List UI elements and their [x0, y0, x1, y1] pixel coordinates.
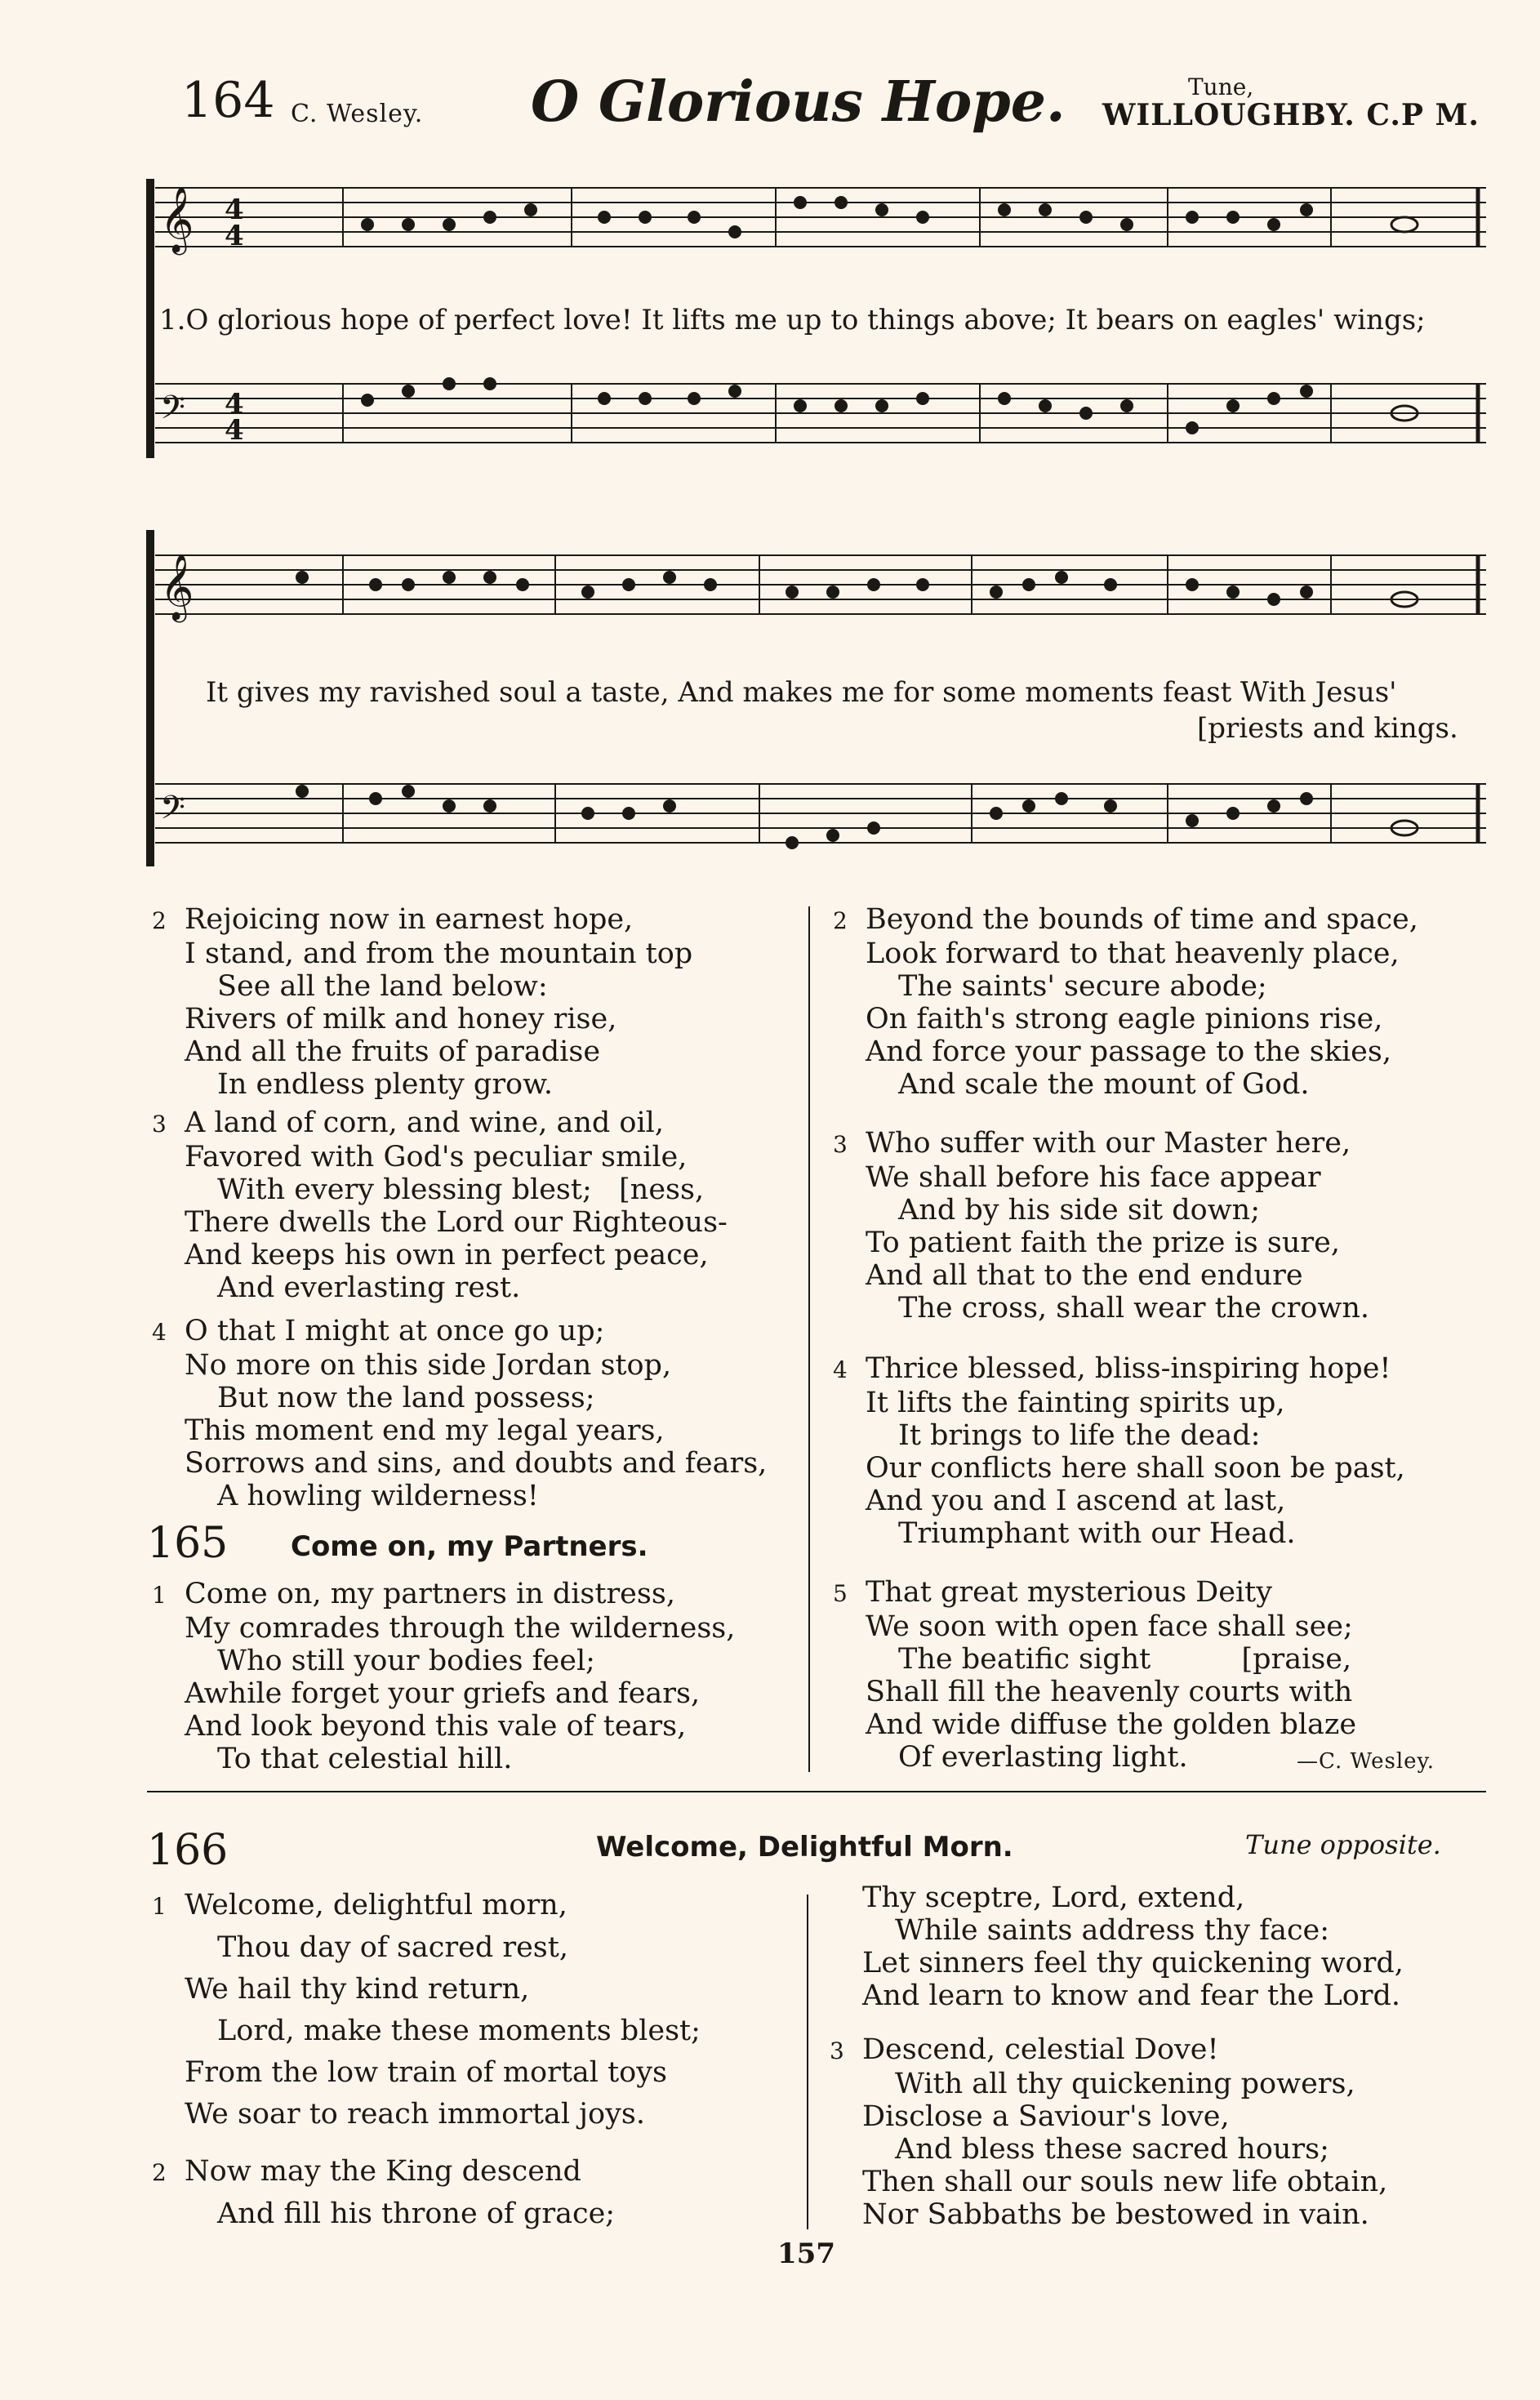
lyric-line-1: 1.O glorious hope of perfect love! It lifts me up to things above; It bears on eagles' wings;	[159, 304, 1426, 336]
stanza-165-1: 1 Come on, my partners in distress, My comrades through the wilderness, Who still your bodies feel; Awhile forget your griefs and fears, And look beyond this vale of tears, To that celestial hill.	[152, 1578, 736, 1775]
column-divider-166	[807, 1895, 808, 2229]
hymn-166-number: 166	[147, 1826, 229, 1875]
hymn-165-number: 165	[147, 1519, 229, 1568]
stanza-166-1: 1 Welcome, delightful morn, Thou day of sacred rest, We hail thy kind return, Lord, make these moments blest; From the low train of mortal toys We soar to reach immortal joys.	[152, 1889, 701, 2131]
stanza-164-4-right: 4 Thrice blessed, bliss-inspiring hope! It lifts the fainting spirits up, It brings to life the dead: Our conflicts here shall soon be past, And you and I ascend at last, Triumphant with our Head.	[833, 1352, 1405, 1550]
stanza-164-3-right: 3 Who suffer with our Master here, We shall before his face appear And by his side sit down; To patient faith the prize is sure, And all that to the end endure The cross, shall wear the crown.	[833, 1127, 1370, 1325]
stanza-164-2-right: 2 Beyond the bounds of time and space, Look forward to that heavenly place, The saints' secure abode; On faith's strong eagle pinions rise, And force your passage to the skies, And scale the mount of God.	[833, 903, 1418, 1101]
stanza-164-2-left: 2 Rejoicing now in earnest hope, I stand, and from the mountain top See all the land below: Rivers of milk and honey rise, And all the fruits of paradise In endless plenty grow.	[152, 903, 693, 1101]
svg-text:4: 4	[225, 388, 244, 421]
svg-text:𝄞: 𝄞	[160, 553, 194, 620]
lyric-line-2-end: [priests and kings.	[1197, 712, 1458, 745]
svg-text:4: 4	[225, 414, 244, 447]
lyric-line-2: It gives my ravished soul a taste, And makes me for some moments feast With Jesus'	[206, 676, 1397, 709]
stanza-166-2-cont: Thy sceptre, Lord, extend, While saints address thy face: Let sinners feel thy quickening word, And learn to know and fear the Lord.	[862, 1881, 1404, 2012]
page-number: 157	[777, 2237, 835, 2270]
stanza-166-2: 2 Now may the King descend And fill his throne of grace;	[152, 2155, 616, 2230]
stanza-164-5-right: 5 That great mysterious Deity We soon with open face shall see; The beatific sight [praise, Shall fill the heavenly courts with And wide diffuse the golden blaze Of everlasting light.	[833, 1576, 1357, 1774]
svg-text:𝄢: 𝄢	[160, 789, 185, 835]
hymn-166-title: Welcome, Delightful Morn.	[596, 1831, 1013, 1863]
svg-text:4: 4	[225, 220, 244, 252]
hymn-165-title: Come on, my Partners.	[291, 1530, 648, 1563]
hymn-166-tune: Tune opposite.	[1245, 1829, 1441, 1860]
hymn-164-credit: —C. Wesley.	[1297, 1749, 1435, 1774]
stanza-166-3: 3 Descend, celestial Dove! With all thy quickening powers, Disclose a Saviour's love, And bless these sacred hours; Then shall our souls new life obtain, Nor Sabbaths be bestowed in vain.	[830, 2033, 1388, 2231]
hymn-author: C. Wesley.	[291, 100, 424, 128]
svg-text:𝄢: 𝄢	[160, 389, 185, 434]
tune-label: Tune,	[1188, 73, 1254, 100]
column-divider	[808, 906, 810, 1772]
svg-text:𝄞: 𝄞	[160, 185, 194, 252]
svg-text:4: 4	[225, 194, 244, 226]
section-divider	[147, 1791, 1486, 1792]
hymn-title: O Glorious Hope.	[531, 69, 1066, 135]
tune-name: WILLOUGHBY. C.P M.	[1102, 98, 1480, 132]
stanza-164-4-left: 4 O that I might at once go up; No more on this side Jordan stop, But now the land possess; This moment end my legal years, Sorrows and sins, and doubts and fears, A howling wilderness!	[152, 1315, 768, 1512]
stanza-164-3-left: 3 A land of corn, and wine, and oil, Favored with God's peculiar smile, With every blessing blest; [ness, There dwells the Lord our Righteous- And keeps his own in perfect peace, And everlasting rest.	[152, 1106, 728, 1304]
hymn-number: 164	[181, 72, 275, 129]
